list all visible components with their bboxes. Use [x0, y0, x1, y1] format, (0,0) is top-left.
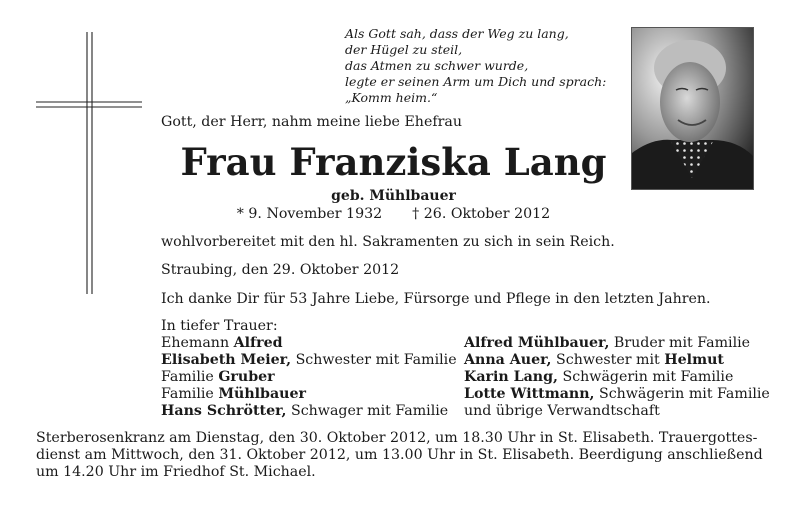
poem-line: legte er seinen Arm um Dich und sprach:: [345, 74, 607, 89]
mourners-right: [464, 335, 770, 420]
mourners-left: [161, 318, 457, 420]
poem-line: „Komm heim.“: [345, 90, 438, 105]
mourner-row: und übrige Verwandtschaft: [464, 403, 660, 419]
mourning-heading: In tiefer Trauer:: [161, 318, 278, 334]
mourner-row: Lotte Wittmann, Schwägerin mit Familie: [464, 386, 770, 402]
service-details: [36, 430, 763, 481]
poem-line: Als Gott sah, dass der Weg zu lang,: [345, 26, 569, 41]
mourner-row: Ehemann Alfred: [161, 335, 283, 351]
mourner-row: Familie Gruber: [161, 369, 275, 385]
intro-text: Gott, der Herr, nahm meine liebe Ehefrau: [161, 114, 462, 130]
mourner-row: Hans Schrötter, Schwager mit Familie: [161, 403, 449, 419]
mourner-row: Karin Lang, Schwägerin mit Familie: [464, 369, 734, 385]
mourner-row: Familie Mühlbauer: [161, 386, 306, 402]
death-date: † 26. Oktober 2012: [412, 206, 551, 222]
portrait-photo: [631, 27, 754, 190]
birth-date: * 9. November 1932: [236, 206, 383, 222]
mourner-row: Anna Auer, Schwester mit Helmut: [464, 352, 724, 368]
mourner-row: Alfred Mühlbauer, Bruder mit Familie: [464, 335, 751, 351]
sacraments-text: wohlvorbereitet mit den hl. Sakramenten zu sich in sein Reich.: [161, 234, 615, 250]
thanks-text: Ich danke Dir für 53 Jahre Liebe, Fürsorge und Pflege in den letzten Jahren.: [161, 291, 711, 307]
poem-line: das Atmen zu schwer wurde,: [345, 58, 529, 73]
poem: [345, 26, 620, 106]
deceased-name: Frau Franziska Lang: [180, 140, 607, 184]
mourner-row: Elisabeth Meier, Schwester mit Familie: [161, 352, 457, 368]
service-line: um 14.20 Uhr im Friedhof St. Michael.: [36, 464, 316, 480]
life-dates: [161, 206, 626, 222]
service-line: dienst am Mittwoch, den 31. Oktober 2012, um 13.00 Uhr in St. Elisabeth. Beerdigung anschließend: [36, 447, 763, 463]
latin-cross-icon: [36, 32, 142, 294]
birth-name: geb. Mühlbauer: [331, 188, 456, 204]
service-line: Sterberosenkranz am Dienstag, den 30. Oktober 2012, um 18.30 Uhr in St. Elisabeth. Trauergottes-: [36, 430, 758, 446]
place-date: Straubing, den 29. Oktober 2012: [161, 262, 400, 278]
poem-line: der Hügel zu steil,: [345, 42, 463, 57]
